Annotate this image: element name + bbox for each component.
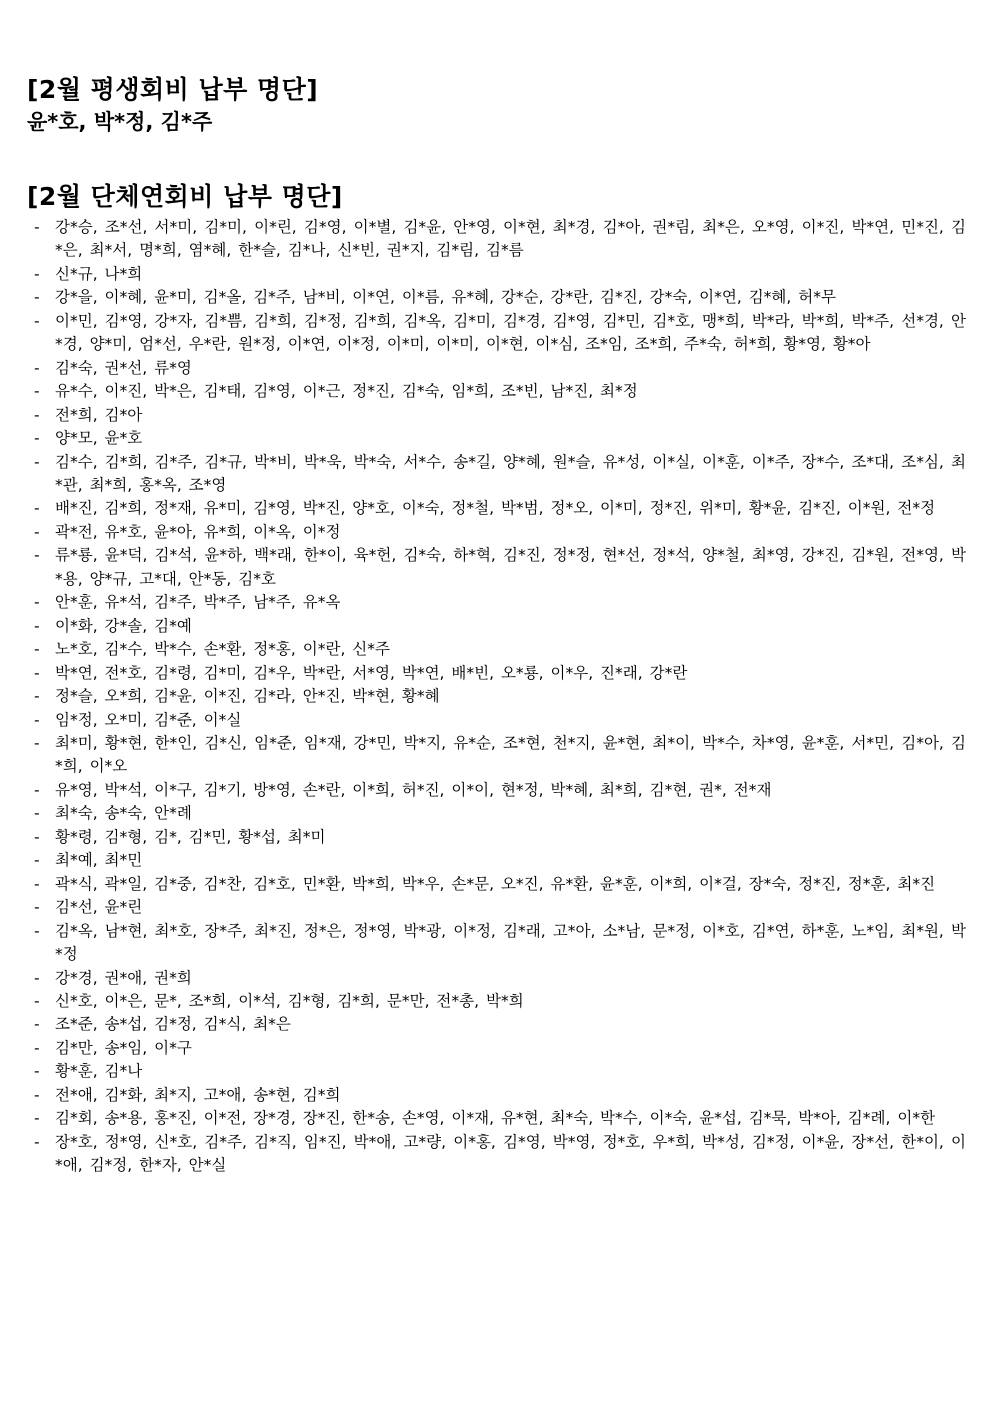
list-item-names: 노*호, 김*수, 박*수, 손*환, 정*홍, 이*란, 신*주 — [55, 640, 390, 659]
bullet-dash: - — [34, 218, 40, 236]
bullet-dash: - — [34, 1062, 40, 1081]
list-item — [34, 1131, 966, 1178]
group-fee-heading: [2월 단체연회비 납부 명단] — [27, 182, 343, 211]
bullet-dash: - — [34, 874, 40, 893]
list-item — [34, 662, 966, 685]
list-item-names: 황*훈, 김*나 — [55, 1062, 143, 1081]
list-item-names: 이*화, 강*솔, 김*예 — [55, 616, 192, 635]
list-item-names: 정*슬, 오*희, 김*윤, 이*진, 김*라, 안*진, 박*현, 황*혜 — [55, 687, 440, 706]
list-item-names: 장*호, 정*영, 신*호, 김*주, 김*직, 임*진, 박*애, 고*량, 이*홍, 김*영, 박*영, 정*호, 우*희, 박*성, 김*정, 이*윤, 장*선, 한*이, 이*애, 김*정, 한*자, 안*실 — [55, 1132, 966, 1175]
list-item — [34, 1084, 966, 1107]
list-item — [34, 967, 966, 990]
list-item — [34, 591, 966, 614]
list-item — [34, 802, 966, 825]
list-item-names: 김*옥, 남*현, 최*호, 장*주, 최*진, 정*은, 정*영, 박*광, 이*정, 김*래, 고*아, 소*남, 문*정, 이*호, 김*연, 하*훈, 노*임, 최*원, 박*정 — [55, 921, 966, 964]
list-item — [34, 1013, 966, 1036]
list-item-names: 곽*식, 곽*일, 김*중, 김*찬, 김*호, 민*환, 박*희, 박*우, 손*문, 오*진, 유*환, 윤*훈, 이*희, 이*걸, 장*숙, 정*진, 정*훈, 최*진 — [55, 874, 936, 893]
list-item-names: 강*을, 이*혜, 윤*미, 김*올, 김*주, 남*비, 이*연, 이*름, 유*혜, 강*순, 강*란, 김*진, 강*숙, 이*연, 김*혜, 허*무 — [55, 288, 836, 307]
group-fee-list — [34, 216, 966, 1178]
bullet-dash: - — [34, 1038, 40, 1057]
bullet-dash: - — [34, 429, 40, 448]
list-item-names: 김*만, 송*임, 이*구 — [55, 1038, 192, 1057]
list-item-names: 전*애, 김*화, 최*지, 고*애, 송*현, 김*희 — [55, 1085, 341, 1104]
list-item — [34, 779, 966, 802]
list-item-names: 유*수, 이*진, 박*은, 김*태, 김*영, 이*근, 정*진, 김*숙, 임*희, 조*빈, 남*진, 최*정 — [55, 382, 638, 401]
list-item — [34, 873, 966, 896]
list-item — [34, 404, 966, 427]
bullet-dash: - — [34, 1085, 40, 1104]
list-item-names: 안*훈, 유*석, 김*주, 박*주, 남*주, 유*옥 — [55, 593, 341, 612]
list-item — [34, 709, 966, 732]
list-item-names: 강*승, 조*선, 서*미, 김*미, 이*린, 김*영, 이*별, 김*윤, 안*영, 이*현, 최*경, 김*아, 권*림, 최*은, 오*영, 이*진, 박*연, 민*진, 김*은, 최*서, 명*희, 염*혜, 한*슬, 김*나, 신*빈, 권*지, 김*림, 김*름 — [55, 218, 966, 260]
bullet-dash: - — [34, 710, 40, 729]
bullet-dash: - — [34, 968, 40, 987]
bullet-dash: - — [34, 663, 40, 682]
list-item-names: 김*수, 김*희, 김*주, 김*규, 박*비, 박*욱, 박*숙, 서*수, 송*길, 양*혜, 원*슬, 유*성, 이*실, 이*훈, 이*주, 장*수, 조*대, 조*심, 최*관, 최*희, 홍*옥, 조*영 — [55, 452, 966, 494]
list-item-names: 최*숙, 송*숙, 안*례 — [55, 804, 192, 823]
list-item — [34, 521, 966, 544]
list-item — [34, 638, 966, 661]
bullet-dash: - — [34, 522, 40, 541]
bullet-dash: - — [34, 1109, 40, 1128]
list-item — [34, 380, 966, 403]
bullet-dash: - — [34, 780, 40, 799]
bullet-dash: - — [34, 382, 40, 401]
bullet-dash: - — [34, 405, 40, 424]
list-item-names: 전*희, 김*아 — [55, 405, 143, 424]
list-item-names: 강*경, 권*애, 권*희 — [55, 968, 192, 987]
list-item-names: 황*령, 김*형, 김*, 김*민, 황*섭, 최*미 — [55, 827, 326, 846]
list-item-names: 신*호, 이*은, 문*, 조*희, 이*석, 김*형, 김*희, 문*만, 전*총, 박*희 — [55, 991, 524, 1010]
bullet-dash: - — [34, 921, 40, 940]
list-item — [34, 1060, 966, 1083]
list-item-names: 김*회, 송*용, 홍*진, 이*전, 장*경, 장*진, 한*송, 손*영, 이*재, 유*현, 최*숙, 박*수, 이*숙, 윤*섭, 김*묵, 박*아, 김*례, 이*한 — [55, 1109, 936, 1128]
list-item-names: 임*정, 오*미, 김*준, 이*실 — [55, 710, 242, 729]
bullet-dash: - — [34, 640, 40, 659]
bullet-dash: - — [34, 851, 40, 870]
list-item — [34, 427, 966, 450]
list-item-names: 유*영, 박*석, 이*구, 김*기, 방*영, 손*란, 이*희, 허*진, 이*이, 현*정, 박*혜, 최*희, 김*현, 권*, 전*재 — [55, 780, 772, 799]
bullet-dash: - — [34, 264, 40, 283]
list-item-names: 김*선, 윤*린 — [55, 898, 143, 917]
list-item — [34, 990, 966, 1013]
list-item — [34, 497, 966, 520]
list-item — [34, 896, 966, 919]
bullet-dash: - — [34, 288, 40, 307]
bullet-dash: - — [34, 991, 40, 1010]
bullet-dash: - — [34, 733, 40, 752]
bullet-dash: - — [34, 616, 40, 635]
list-item-names: 신*규, 나*희 — [55, 264, 143, 283]
bullet-dash: - — [34, 311, 40, 330]
bullet-dash: - — [34, 452, 40, 471]
list-item-names: 이*민, 김*영, 강*자, 김*쁨, 김*희, 김*정, 김*희, 김*옥, 김*미, 김*경, 김*영, 김*민, 김*호, 맹*희, 박*라, 박*희, 박*주, 선*경, 안*경, 양*미, 엄*선, 우*란, 원*정, 이*연, 이*정, 이*미, 이*미, 이*현, 이*심, 조*임, 조*희, 주*숙, 허*희, 황*영, 황*아 — [55, 311, 966, 354]
list-item-names: 양*모, 윤*호 — [55, 429, 143, 448]
list-item — [34, 286, 966, 309]
lifetime-fee-names: 윤*호, 박*정, 김*주 — [27, 110, 213, 134]
list-item-names: 조*준, 송*섭, 김*정, 김*식, 최*은 — [55, 1015, 291, 1034]
list-item — [34, 685, 966, 708]
bullet-dash: - — [34, 358, 40, 377]
list-item — [34, 1037, 966, 1060]
list-item — [34, 920, 966, 967]
list-item — [34, 544, 966, 591]
bullet-dash: - — [34, 898, 40, 917]
list-item-names: 최*예, 최*민 — [55, 851, 143, 870]
list-item — [34, 451, 966, 498]
list-item-names: 김*숙, 권*선, 류*영 — [55, 358, 192, 377]
bullet-dash: - — [34, 1132, 40, 1151]
bullet-dash: - — [34, 804, 40, 823]
list-item — [34, 615, 966, 638]
bullet-dash: - — [34, 827, 40, 846]
list-item-names: 곽*전, 유*호, 윤*아, 유*희, 이*옥, 이*정 — [55, 522, 341, 541]
list-item — [34, 310, 966, 357]
list-item-names: 박*연, 전*호, 김*령, 김*미, 김*우, 박*란, 서*영, 박*연, 배*빈, 오*룡, 이*우, 진*래, 강*란 — [55, 663, 688, 682]
list-item — [34, 1107, 966, 1130]
bullet-dash: - — [34, 499, 40, 518]
list-item-names: 배*진, 김*희, 정*재, 유*미, 김*영, 박*진, 양*호, 이*숙, 정*철, 박*범, 정*오, 이*미, 정*진, 위*미, 황*윤, 김*진, 이*원, 전*정 — [55, 499, 936, 518]
list-item — [34, 263, 966, 286]
list-item-names: 최*미, 황*현, 한*인, 김*신, 임*준, 임*재, 강*민, 박*지, 유*순, 조*현, 천*지, 윤*현, 최*이, 박*수, 차*영, 윤*훈, 서*민, 김*아, 김*희, 이*오 — [55, 733, 966, 776]
list-item — [34, 732, 966, 779]
list-item — [34, 826, 966, 849]
bullet-dash: - — [34, 1015, 40, 1034]
list-item — [34, 849, 966, 872]
lifetime-fee-heading: [2월 평생회비 납부 명단] — [27, 75, 319, 104]
bullet-dash: - — [34, 546, 40, 565]
bullet-dash: - — [34, 593, 40, 612]
list-item-names: 류*룡, 윤*덕, 김*석, 윤*하, 백*래, 한*이, 육*헌, 김*숙, 하*혁, 김*진, 정*정, 현*선, 정*석, 양*철, 최*영, 강*진, 김*원, 전*영, 박*용, 양*규, 고*대, 안*동, 김*호 — [55, 546, 966, 588]
list-item — [34, 216, 966, 263]
list-item — [34, 357, 966, 380]
bullet-dash: - — [34, 687, 40, 706]
